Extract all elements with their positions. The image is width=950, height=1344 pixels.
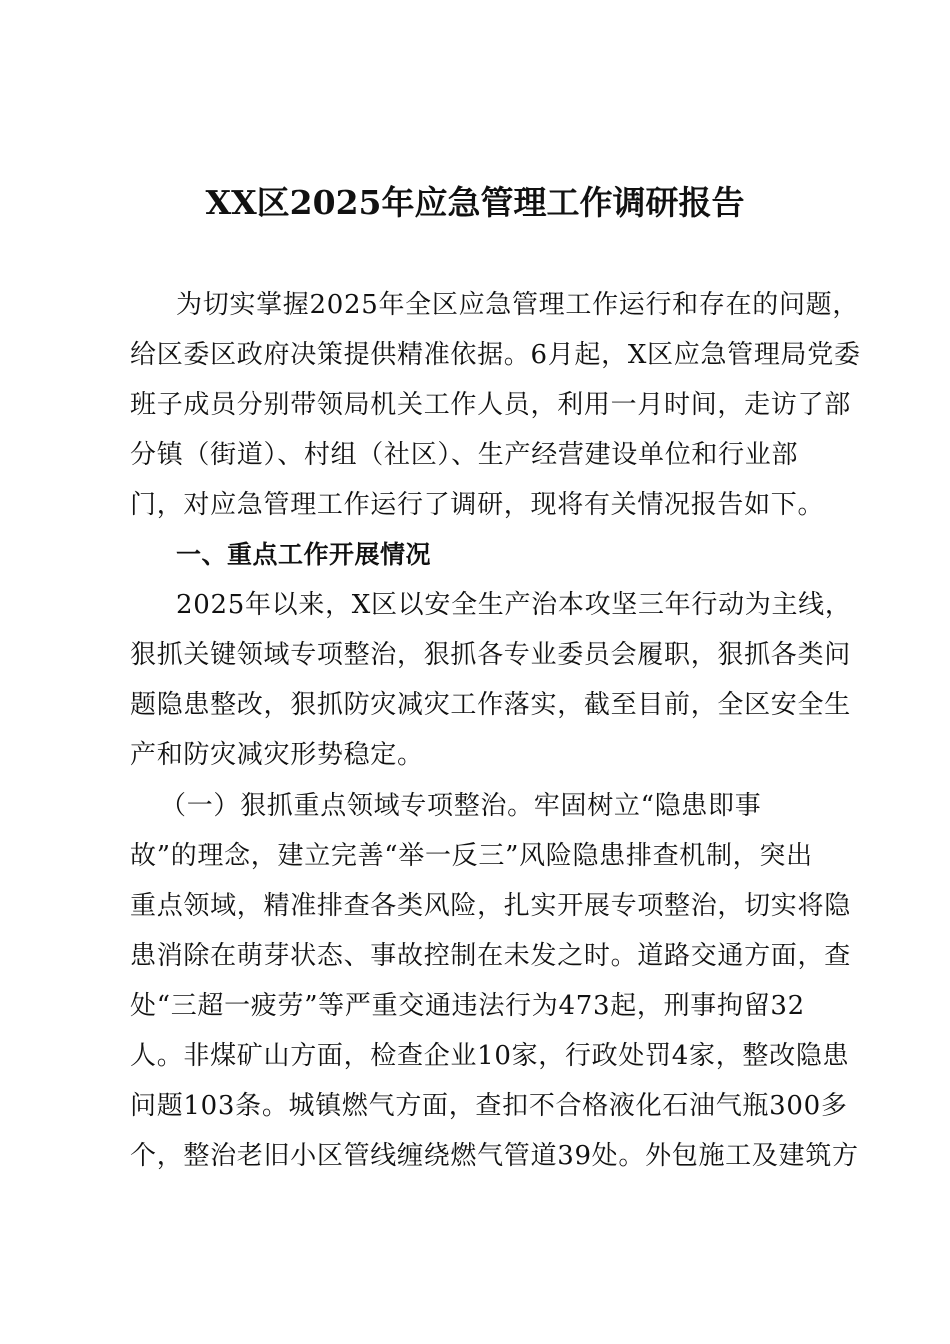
document-title: XX区2025年应急管理工作调研报告 [205,183,745,222]
section1-line-1: 2025年以来，X区以安全生产治本攻坚三年行动为主线， [176,590,852,620]
subsection1-line-3: 重点领域，精准排查各类风险，扎实开展专项整治，切实将隐 [130,891,851,921]
section-heading-1: 一、重点工作开展情况 [176,540,432,569]
subsection1-line-4: 患消除在萌芽状态、事故控制在未发之时。道路交通方面，查 [130,941,851,971]
subsection1-line-7: 问题103条。城镇燃气方面，查扣不合格液化石油气瓶300多 [130,1091,848,1121]
subsection1-line-5: 处“三超一疲劳”等严重交通违法行为473起，刑事拘留32 [130,991,805,1021]
intro-line-4: 分镇（街道）、村组（社区）、生产经营建设单位和行业部 [130,440,799,470]
subsection1-line-6: 人。非煤矿山方面，检查企业10家，行政处罚4家，整改隐患 [130,1041,850,1071]
section1-line-3: 题隐患整改，狠抓防灾减灾工作落实，截至目前，全区安全生 [130,690,851,720]
subsection1-line-8: 个，整治老旧小区管线缠绕燃气管道39处。外包施工及建筑方 [130,1141,859,1171]
subsection1-line-2: 故”的理念，建立完善“举一反三”风险隐患排查机制，突出 [130,841,813,871]
section1-line-4: 产和防灾减灾形势稳定。 [130,740,424,770]
intro-line-3: 班子成员分别带领局机关工作人员，利用一月时间，走访了部 [130,390,851,420]
intro-line-5: 门，对应急管理工作运行了调研，现将有关情况报告如下。 [130,490,825,520]
intro-line-1: 为切实掌握2025年全区应急管理工作运行和存在的问题， [176,290,860,320]
subsection1-line-1: （一）狠抓重点领域专项整治。牢固树立“隐患即事 [160,791,762,821]
section1-line-2: 狠抓关键领域专项整治，狠抓各专业委员会履职，狠抓各类问 [130,640,851,670]
intro-line-2: 给区委区政府决策提供精准依据。6月起，X区应急管理局党委 [130,340,861,370]
